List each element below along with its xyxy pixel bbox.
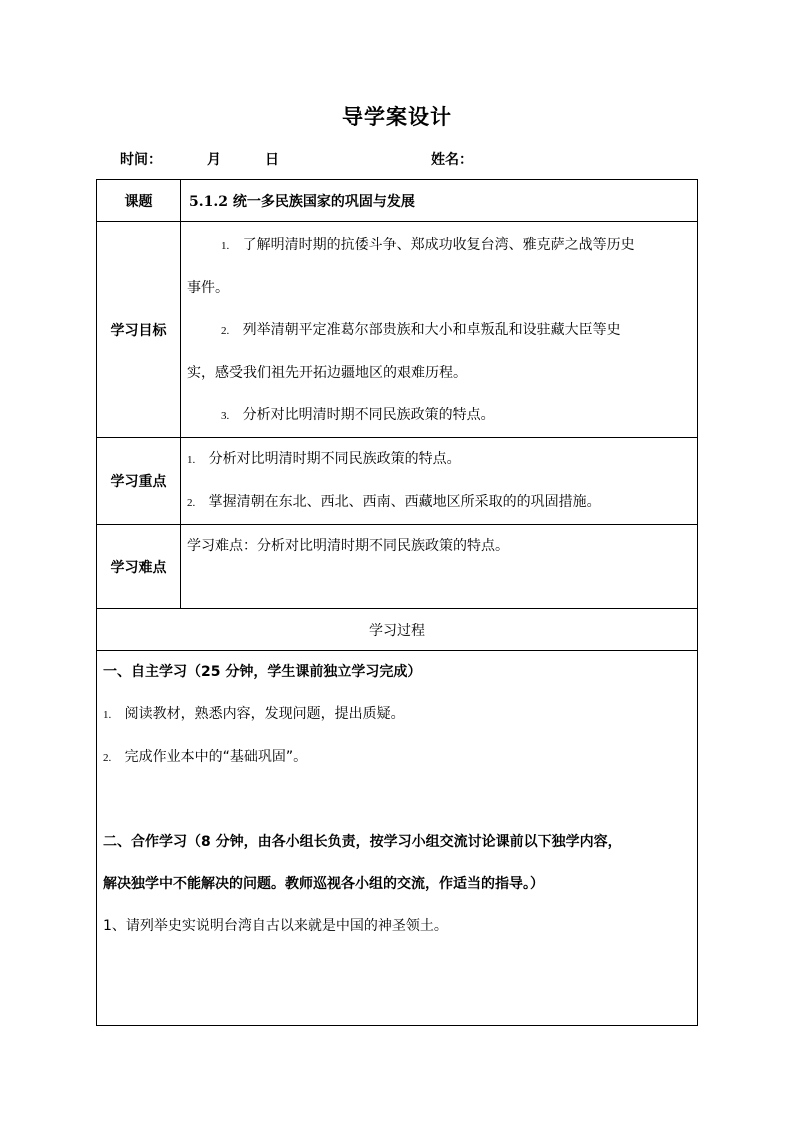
study-guide-table — [96, 179, 698, 1026]
difficulty-row — [97, 525, 698, 609]
name-label: 姓名： — [431, 152, 473, 168]
topic-row — [97, 180, 698, 222]
topic-value: 5.1.2 统一多民族国家的巩固与发展 — [181, 180, 698, 222]
goal-text: 了解明清时期的抗倭斗争、郑成功收复台湾、雅克萨之战等历史 — [242, 237, 635, 253]
goal-item — [187, 309, 689, 352]
difficulty-label: 学习难点 — [97, 525, 181, 609]
difficulty-text: 学习难点：分析对比明清时期不同民族政策的特点。 — [187, 538, 509, 554]
goal-number: 2. — [221, 325, 230, 337]
goal-text: 列举清朝平定准葛尔部贵族和大小和卓叛乱和设驻藏大臣等史 — [242, 322, 621, 338]
key-point-number: 1. — [187, 454, 196, 466]
key-point-text: 分析对比明清时期不同民族政策的特点。 — [208, 451, 461, 467]
goal-number: 1. — [221, 240, 230, 252]
self-study-item — [103, 736, 689, 779]
goal-number: 3. — [221, 410, 230, 422]
day-label: 日 — [265, 152, 279, 168]
self-study-text: 阅读教材，熟悉内容，发现问题，提出质疑。 — [124, 706, 405, 722]
key-point-number: 2. — [187, 497, 196, 509]
goal-text-continued: 实，感受我们祖先开拓边疆地区的艰难历程。 — [187, 365, 467, 381]
process-content-row — [97, 651, 698, 1026]
goal-text-continued: 事件。 — [187, 280, 229, 296]
goal-item — [187, 394, 689, 437]
self-study-text: 完成作业本中的“基础巩固”。 — [124, 749, 308, 765]
key-points-cell — [181, 438, 698, 525]
page-title: 导学案设计 — [342, 105, 452, 129]
coop-study-heading: 二、合作学习（8 分钟，由各小组长负责，按学习小组交流讨论课前以下独学内容， — [103, 834, 622, 850]
key-point-item — [187, 438, 689, 481]
self-study-number: 2. — [103, 752, 112, 764]
key-point-item — [187, 481, 689, 524]
self-study-heading: 一、自主学习（25 分钟，学生课前独立学习完成） — [103, 664, 422, 680]
key-points-row — [97, 438, 698, 525]
goal-item — [187, 224, 689, 267]
time-label: 时间： — [120, 152, 162, 168]
goal-text: 分析对比明清时期不同民族政策的特点。 — [242, 407, 495, 423]
process-title: 学习过程 — [97, 609, 698, 651]
blank-line — [103, 779, 689, 821]
key-point-text: 掌握清朝在东北、西北、西南、西藏地区所采取的的巩固措施。 — [208, 494, 601, 510]
goals-label: 学习目标 — [97, 222, 181, 438]
topic-label: 课题 — [97, 180, 181, 222]
month-label: 月 — [207, 152, 221, 168]
key-points-label: 学习重点 — [97, 438, 181, 525]
process-content — [97, 651, 698, 1026]
goals-row — [97, 222, 698, 438]
process-row — [97, 609, 698, 651]
coop-study-heading-continued: 解决独学中不能解决的问题。教师巡视各小组的交流，作适当的指导。） — [103, 876, 544, 892]
self-study-number: 1. — [103, 709, 112, 721]
coop-question: 1、请列举史实说明台湾自古以来就是中国的神圣领土。 — [103, 918, 448, 934]
goals-cell — [181, 222, 698, 438]
self-study-item — [103, 693, 689, 736]
difficulty-cell — [181, 525, 698, 609]
